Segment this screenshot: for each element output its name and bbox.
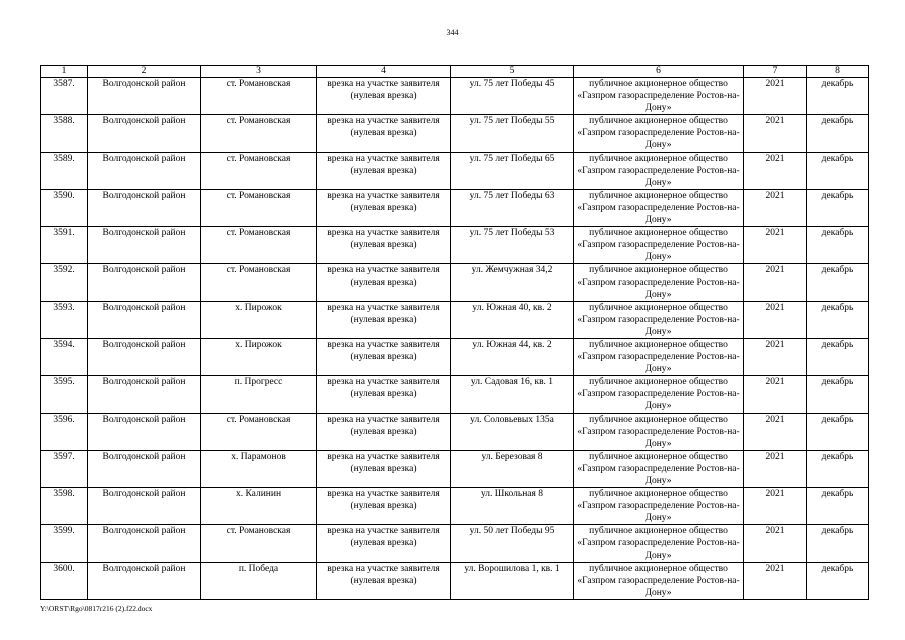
- settlement-cell: ст. Романовская: [201, 525, 317, 562]
- work-type-cell: врезка на участке заявителя (нулевая врезка): [317, 562, 451, 599]
- year-cell: 2021: [744, 301, 807, 338]
- column-number-row: [41, 66, 869, 78]
- settlement-cell: х. Пирожок: [201, 338, 317, 375]
- month-cell: декабрь: [807, 78, 869, 115]
- organization-cell: публичное акционерное общество «Газпром газораспределение Ростов-на-Дону»: [574, 525, 744, 562]
- year-cell: 2021: [744, 227, 807, 264]
- address-cell: ул. 75 лет Победы 55: [451, 115, 574, 152]
- address-cell: ул. Южная 44, кв. 2: [451, 338, 574, 375]
- work-type-cell: врезка на участке заявителя (нулевая врезка): [317, 338, 451, 375]
- district-cell: Волгодонской район: [88, 78, 201, 115]
- column-header: 4: [317, 66, 451, 78]
- organization-cell: публичное акционерное общество «Газпром газораспределение Ростов-на-Дону»: [574, 488, 744, 525]
- row-number: 3595.: [41, 376, 88, 413]
- page-number: 344: [446, 28, 459, 37]
- table-row: [41, 525, 869, 562]
- address-cell: ул. 75 лет Победы 53: [451, 227, 574, 264]
- row-number: 3588.: [41, 115, 88, 152]
- work-type-cell: врезка на участке заявителя (нулевая врезка): [317, 525, 451, 562]
- settlement-cell: ст. Романовская: [201, 189, 317, 226]
- organization-cell: публичное акционерное общество «Газпром газораспределение Ростов-на-Дону»: [574, 338, 744, 375]
- month-cell: декабрь: [807, 562, 869, 599]
- month-cell: декабрь: [807, 264, 869, 301]
- table-body: [41, 78, 869, 600]
- row-number: 3593.: [41, 301, 88, 338]
- district-cell: Волгодонской район: [88, 525, 201, 562]
- district-cell: Волгодонской район: [88, 264, 201, 301]
- work-type-cell: врезка на участке заявителя (нулевая врезка): [317, 189, 451, 226]
- table-row: [41, 152, 869, 189]
- organization-cell: публичное акционерное общество «Газпром газораспределение Ростов-на-Дону»: [574, 227, 744, 264]
- work-type-cell: врезка на участке заявителя (нулевая врезка): [317, 78, 451, 115]
- organization-cell: публичное акционерное общество «Газпром газораспределение Ростов-на-Дону»: [574, 450, 744, 487]
- month-cell: декабрь: [807, 189, 869, 226]
- year-cell: 2021: [744, 115, 807, 152]
- work-type-cell: врезка на участке заявителя (нулевая врезка): [317, 115, 451, 152]
- month-cell: декабрь: [807, 152, 869, 189]
- table-row: [41, 488, 869, 525]
- settlement-cell: х. Пирожок: [201, 301, 317, 338]
- organization-cell: публичное акционерное общество «Газпром газораспределение Ростов-на-Дону»: [574, 189, 744, 226]
- address-cell: ул. Соловьевых 135а: [451, 413, 574, 450]
- month-cell: декабрь: [807, 413, 869, 450]
- address-cell: ул. Садовая 16, кв. 1: [451, 376, 574, 413]
- row-number: 3599.: [41, 525, 88, 562]
- month-cell: декабрь: [807, 450, 869, 487]
- organization-cell: публичное акционерное общество «Газпром газораспределение Ростов-на-Дону»: [574, 376, 744, 413]
- organization-cell: публичное акционерное общество «Газпром газораспределение Ростов-на-Дону»: [574, 562, 744, 599]
- work-type-cell: врезка на участке заявителя (нулевая врезка): [317, 488, 451, 525]
- table-row: [41, 413, 869, 450]
- work-type-cell: врезка на участке заявителя (нулевая врезка): [317, 152, 451, 189]
- row-number: 3594.: [41, 338, 88, 375]
- work-type-cell: врезка на участке заявителя (нулевая врезка): [317, 301, 451, 338]
- district-cell: Волгодонской район: [88, 115, 201, 152]
- year-cell: 2021: [744, 562, 807, 599]
- column-header: 7: [744, 66, 807, 78]
- year-cell: 2021: [744, 152, 807, 189]
- year-cell: 2021: [744, 450, 807, 487]
- year-cell: 2021: [744, 525, 807, 562]
- row-number: 3597.: [41, 450, 88, 487]
- row-number: 3589.: [41, 152, 88, 189]
- table-row: [41, 301, 869, 338]
- settlement-cell: х. Калинин: [201, 488, 317, 525]
- table-row: [41, 264, 869, 301]
- year-cell: 2021: [744, 413, 807, 450]
- work-type-cell: врезка на участке заявителя (нулевая врезка): [317, 376, 451, 413]
- district-cell: Волгодонской район: [88, 562, 201, 599]
- column-header: 5: [451, 66, 574, 78]
- district-cell: Волгодонской район: [88, 301, 201, 338]
- organization-cell: публичное акционерное общество «Газпром газораспределение Ростов-на-Дону»: [574, 78, 744, 115]
- row-number: 3591.: [41, 227, 88, 264]
- district-cell: Волгодонской район: [88, 488, 201, 525]
- address-cell: ул. Школьная 8: [451, 488, 574, 525]
- district-cell: Волгодонской район: [88, 152, 201, 189]
- year-cell: 2021: [744, 338, 807, 375]
- address-cell: ул. Березовая 8: [451, 450, 574, 487]
- table-row: [41, 338, 869, 375]
- district-cell: Волгодонской район: [88, 227, 201, 264]
- year-cell: 2021: [744, 78, 807, 115]
- settlement-cell: п. Прогресс: [201, 376, 317, 413]
- year-cell: 2021: [744, 189, 807, 226]
- settlement-cell: х. Парамонов: [201, 450, 317, 487]
- organization-cell: публичное акционерное общество «Газпром газораспределение Ростов-на-Дону»: [574, 152, 744, 189]
- column-header: 2: [88, 66, 201, 78]
- settlement-cell: ст. Романовская: [201, 227, 317, 264]
- column-header: 8: [807, 66, 869, 78]
- work-type-cell: врезка на участке заявителя (нулевая врезка): [317, 227, 451, 264]
- month-cell: декабрь: [807, 525, 869, 562]
- column-header: 3: [201, 66, 317, 78]
- month-cell: декабрь: [807, 301, 869, 338]
- organization-cell: публичное акционерное общество «Газпром газораспределение Ростов-на-Дону»: [574, 413, 744, 450]
- settlement-cell: ст. Романовская: [201, 413, 317, 450]
- address-cell: ул. 75 лет Победы 45: [451, 78, 574, 115]
- work-type-cell: врезка на участке заявителя (нулевая врезка): [317, 413, 451, 450]
- row-number: 3590.: [41, 189, 88, 226]
- district-cell: Волгодонской район: [88, 413, 201, 450]
- work-type-cell: врезка на участке заявителя (нулевая врезка): [317, 450, 451, 487]
- table-row: [41, 78, 869, 115]
- table-row: [41, 227, 869, 264]
- address-cell: ул. Жемчужная 34,2: [451, 264, 574, 301]
- register-table: [40, 65, 869, 600]
- settlement-cell: п. Победа: [201, 562, 317, 599]
- settlement-cell: ст. Романовская: [201, 152, 317, 189]
- row-number: 3592.: [41, 264, 88, 301]
- organization-cell: публичное акционерное общество «Газпром газораспределение Ростов-на-Дону»: [574, 264, 744, 301]
- year-cell: 2021: [744, 264, 807, 301]
- table-row: [41, 189, 869, 226]
- district-cell: Волгодонской район: [88, 338, 201, 375]
- settlement-cell: ст. Романовская: [201, 115, 317, 152]
- column-header: 6: [574, 66, 744, 78]
- work-type-cell: врезка на участке заявителя (нулевая врезка): [317, 264, 451, 301]
- table-row: [41, 115, 869, 152]
- table-row: [41, 450, 869, 487]
- year-cell: 2021: [744, 376, 807, 413]
- address-cell: ул. Южная 40, кв. 2: [451, 301, 574, 338]
- row-number: 3587.: [41, 78, 88, 115]
- month-cell: декабрь: [807, 488, 869, 525]
- organization-cell: публичное акционерное общество «Газпром газораспределение Ростов-на-Дону»: [574, 115, 744, 152]
- footer-file-path: Y:\ORST\Rgo\0817r216 (2).f22.docx: [40, 604, 153, 613]
- address-cell: ул. 50 лет Победы 95: [451, 525, 574, 562]
- address-cell: ул. Ворошилова 1, кв. 1: [451, 562, 574, 599]
- month-cell: декабрь: [807, 376, 869, 413]
- month-cell: декабрь: [807, 227, 869, 264]
- settlement-cell: ст. Романовская: [201, 264, 317, 301]
- district-cell: Волгодонской район: [88, 189, 201, 226]
- address-cell: ул. 75 лет Победы 63: [451, 189, 574, 226]
- row-number: 3600.: [41, 562, 88, 599]
- organization-cell: публичное акционерное общество «Газпром газораспределение Ростов-на-Дону»: [574, 301, 744, 338]
- district-cell: Волгодонской район: [88, 376, 201, 413]
- month-cell: декабрь: [807, 338, 869, 375]
- year-cell: 2021: [744, 488, 807, 525]
- month-cell: декабрь: [807, 115, 869, 152]
- district-cell: Волгодонской район: [88, 450, 201, 487]
- row-number: 3596.: [41, 413, 88, 450]
- column-header: 1: [41, 66, 88, 78]
- table-row: [41, 562, 869, 599]
- address-cell: ул. 75 лет Победы 65: [451, 152, 574, 189]
- settlement-cell: ст. Романовская: [201, 78, 317, 115]
- table-row: [41, 376, 869, 413]
- row-number: 3598.: [41, 488, 88, 525]
